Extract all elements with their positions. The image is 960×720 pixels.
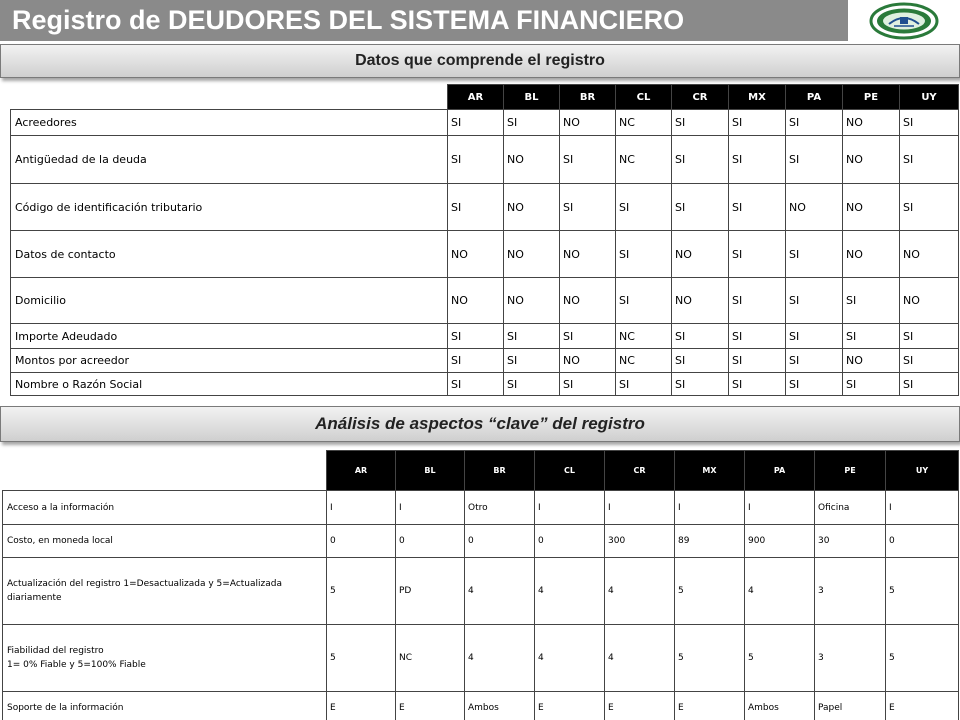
table-cell-uy: 0 [886,525,959,558]
row-label: Montos por acreedor [11,349,448,373]
table-cell-ar: 5 [327,558,396,625]
table-cell-br: SI [560,373,616,396]
column-header-pa: PA [786,85,843,110]
section-title-datos: Datos que comprende el registro [0,44,960,78]
table-cell-mx: E [675,692,745,720]
table-cell-mx: 5 [675,625,745,692]
table-cell-pe: 3 [815,625,886,692]
column-header-mx: MX [729,85,786,110]
table-row [3,692,959,720]
table-cell-ar: SI [448,184,504,231]
table-cell-pe: SI [843,373,900,396]
column-header-pa: PA [745,451,815,491]
table-cell-ar: 5 [327,625,396,692]
table-cell-pa: I [745,491,815,525]
table-cell-cl: SI [616,278,672,324]
table-cell-cr: SI [672,373,729,396]
table-cell-mx: SI [729,110,786,136]
table-cell-pe: Papel [815,692,886,720]
table-row [3,525,959,558]
table-cell-mx: 89 [675,525,745,558]
table-cell-cr: I [605,491,675,525]
table-cell-cr: SI [672,136,729,184]
table-cell-pa: NO [786,184,843,231]
table-cell-cr: NO [672,278,729,324]
table-cell-br: 0 [465,525,535,558]
column-header-br: BR [560,85,616,110]
table-cell-cr: SI [672,349,729,373]
table-cell-br: NO [560,278,616,324]
table-cell-bl: E [396,692,465,720]
logo [848,0,960,41]
table-cell-br: 4 [465,558,535,625]
column-header-pe: PE [815,451,886,491]
column-header-bl: BL [396,451,465,491]
table-cell-ar: NO [448,231,504,278]
table-cell-uy: NO [900,278,959,324]
table-cell-mx: SI [729,136,786,184]
table-cell-cr: 4 [605,558,675,625]
table-cell-pa: SI [786,110,843,136]
column-header-ar: AR [327,451,396,491]
table-cell-mx: SI [729,373,786,396]
table-cell-bl: NO [504,278,560,324]
table-cell-ar: E [327,692,396,720]
row-label: Costo, en moneda local [3,525,327,558]
row-label: Antigüedad de la deuda [11,136,448,184]
table-cell-pe: SI [843,324,900,349]
table-cell-pe: Oficina [815,491,886,525]
table-cell-uy: 5 [886,558,959,625]
table-cell-mx: 5 [675,558,745,625]
column-header-br: BR [465,451,535,491]
table-cell-bl: SI [504,324,560,349]
table-cell-br: NO [560,349,616,373]
table-cell-ar: NO [448,278,504,324]
table-cell-uy: SI [900,136,959,184]
table-cell-cl: 0 [535,525,605,558]
table-cell-cl: 4 [535,625,605,692]
table-cell-pa: SI [786,373,843,396]
table-cell-pe: 30 [815,525,886,558]
table-row [3,491,959,525]
table-cell-uy: SI [900,184,959,231]
table-cell-cl: NC [616,349,672,373]
table-cell-pa: 900 [745,525,815,558]
table-cell-br: 4 [465,625,535,692]
table-cell-cl: 4 [535,558,605,625]
row-label: Fiabilidad del registro 1= 0% Fiable y 5=100% Fiable [3,625,327,692]
table-cell-ar: 0 [327,525,396,558]
table-cell-pa: SI [786,231,843,278]
table-cell-cl: SI [616,184,672,231]
column-header-mx: MX [675,451,745,491]
table-cell-bl: NO [504,136,560,184]
page-title: Registro de DEUDORES DEL SISTEMA FINANCIERO [0,0,848,41]
section-title-analisis: Análisis de aspectos “clave” del registro [0,406,960,442]
column-header-pe: PE [843,85,900,110]
row-label: Código de identificación tributario [11,184,448,231]
table-row [11,349,959,373]
table-cell-pe: SI [843,278,900,324]
table-row [11,324,959,349]
table-cell-bl: NO [504,184,560,231]
table-cell-mx: I [675,491,745,525]
table-cell-bl: NC [396,625,465,692]
table-cell-br: NO [560,231,616,278]
column-header-uy: UY [886,451,959,491]
table-cell-pa: SI [786,278,843,324]
table-cell-pe: NO [843,136,900,184]
table-row [11,373,959,396]
institution-seal-icon [869,2,939,40]
table-cell-cr: SI [672,184,729,231]
column-header-cr: CR [605,451,675,491]
table-cell-cr: 300 [605,525,675,558]
row-label: Acreedores [11,110,448,136]
table-cell-br: Ambos [465,692,535,720]
table-cell-cr: E [605,692,675,720]
table-cell-pe: NO [843,110,900,136]
table-cell-cl: NC [616,110,672,136]
table-cell-bl: I [396,491,465,525]
table-cell-uy: I [886,491,959,525]
table-cell-cl: I [535,491,605,525]
table-cell-uy: SI [900,110,959,136]
table-cell-br: SI [560,184,616,231]
row-label: Nombre o Razón Social [11,373,448,396]
row-label: Acceso a la información [3,491,327,525]
table-cell-pe: 3 [815,558,886,625]
column-header-uy: UY [900,85,959,110]
table-row [3,558,959,625]
table-cell-br: Otro [465,491,535,525]
table-header-row [3,451,959,491]
table-cell-pe: NO [843,184,900,231]
table-cell-ar: SI [448,324,504,349]
table-cell-uy: SI [900,373,959,396]
header-blank-cell [11,85,448,110]
table-cell-cl: E [535,692,605,720]
table-cell-cr: NO [672,231,729,278]
table-cell-cl: SI [616,231,672,278]
table-cell-cr: 4 [605,625,675,692]
table-cell-mx: SI [729,278,786,324]
table-cell-uy: SI [900,324,959,349]
table-cell-bl: 0 [396,525,465,558]
table-cell-pa: SI [786,324,843,349]
table-row [11,136,959,184]
table-cell-pe: NO [843,231,900,278]
table-cell-cr: SI [672,324,729,349]
table-cell-pe: NO [843,349,900,373]
table-cell-uy: E [886,692,959,720]
column-header-cl: CL [616,85,672,110]
table-cell-ar: SI [448,373,504,396]
table-cell-pa: Ambos [745,692,815,720]
table-row [11,231,959,278]
table-row [11,184,959,231]
datos-registro-table [10,84,959,396]
column-header-ar: AR [448,85,504,110]
table-cell-cl: NC [616,324,672,349]
table-header-row [11,85,959,110]
table-row [11,278,959,324]
table-cell-br: SI [560,324,616,349]
table-cell-cr: SI [672,110,729,136]
table-cell-pa: 5 [745,625,815,692]
table-cell-cl: SI [616,373,672,396]
table-cell-mx: SI [729,349,786,373]
row-label: Importe Adeudado [11,324,448,349]
column-header-bl: BL [504,85,560,110]
table-row [3,625,959,692]
table-cell-br: NO [560,110,616,136]
header-blank-cell [3,451,327,491]
table-cell-pa: SI [786,136,843,184]
table-cell-pa: 4 [745,558,815,625]
row-label: Soporte de la información [3,692,327,720]
table-cell-uy: SI [900,349,959,373]
table-cell-mx: SI [729,184,786,231]
table-cell-mx: SI [729,231,786,278]
table-cell-pa: SI [786,349,843,373]
table-cell-uy: 5 [886,625,959,692]
table-row [11,110,959,136]
row-label: Actualización del registro 1=Desactualizada y 5=Actualizada diariamente [3,558,327,625]
table-cell-mx: SI [729,324,786,349]
table-cell-ar: SI [448,136,504,184]
table-cell-bl: SI [504,110,560,136]
table-cell-ar: SI [448,110,504,136]
table-cell-cl: NC [616,136,672,184]
column-header-cl: CL [535,451,605,491]
table-cell-ar: I [327,491,396,525]
table-cell-br: SI [560,136,616,184]
analisis-registro-table [2,450,959,720]
table-cell-bl: NO [504,231,560,278]
table-cell-bl: SI [504,373,560,396]
row-label: Datos de contacto [11,231,448,278]
table-cell-bl: SI [504,349,560,373]
column-header-cr: CR [672,85,729,110]
table-cell-uy: NO [900,231,959,278]
row-label: Domicilio [11,278,448,324]
table-cell-bl: PD [396,558,465,625]
table-cell-ar: SI [448,349,504,373]
